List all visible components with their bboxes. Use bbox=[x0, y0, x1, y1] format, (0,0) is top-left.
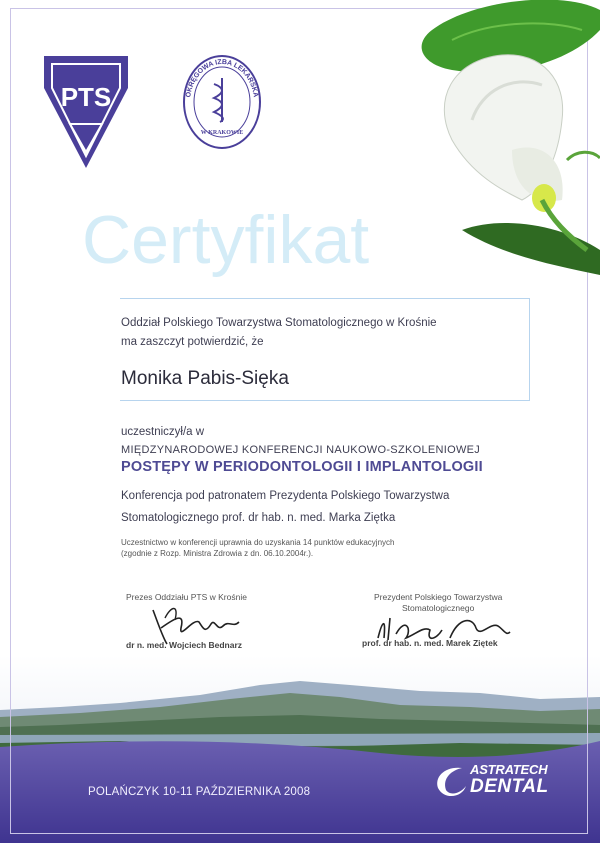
astra-tech-dental-logo bbox=[432, 756, 572, 804]
pts-logo bbox=[40, 52, 132, 172]
rule-right bbox=[529, 298, 530, 401]
conference-title: POSTĘPY W PERIODONTOLOGII I IMPLANTOLOGII bbox=[121, 459, 483, 475]
intro-line-2: ma zaszczyt potwierdzić, że bbox=[121, 336, 264, 348]
left-signer-role: Prezes Oddziału PTS w Krośnie bbox=[126, 592, 247, 602]
credits-note-line-1: Uczestnictwo w konferencji uprawnia do uzyskania 14 punktów edukacyjnych bbox=[121, 538, 395, 547]
intro-line-1: Oddział Polskiego Towarzystwa Stomatologicznego w Krośnie bbox=[121, 317, 437, 329]
sponsor-line-2: DENTAL bbox=[470, 776, 549, 797]
rule-bottom bbox=[120, 400, 530, 401]
oil-bottom-text: W KRAKOWIE bbox=[200, 130, 244, 136]
right-signer-role-line-2: Stomatologicznego bbox=[402, 603, 475, 613]
certificate-title: Certyfikat bbox=[82, 202, 370, 278]
rule-top bbox=[120, 298, 530, 299]
conference-line-1: MIĘDZYNARODOWEJ KONFERENCJI NAUKOWO-SZKOLENIOWEJ bbox=[121, 444, 481, 456]
right-signer-name: prof. dr hab. n. med. Marek Ziętek bbox=[362, 638, 498, 648]
oil-ring-text: OKRĘGOWA IZBA LEKARSKA bbox=[185, 58, 259, 98]
sponsor-line-1: ASTRATECH bbox=[470, 762, 548, 777]
recipient-name: Monika Pabis-Sięka bbox=[121, 368, 289, 389]
participated-text: uczestniczył/a w bbox=[121, 426, 205, 438]
left-signer-name: dr n. med. Wojciech Bednarz bbox=[126, 640, 243, 650]
pts-logo-text: PTS bbox=[60, 82, 112, 112]
place-and-date: POLAŃCZYK 10-11 PAŹDZIERNIKA 2008 bbox=[88, 786, 311, 798]
oil-krakow-seal bbox=[180, 52, 264, 152]
credits-note-line-2: (zgodnie z Rozp. Ministra Zdrowia z dn. 06.10.2004r.). bbox=[121, 549, 314, 558]
astra-swoosh-icon bbox=[432, 760, 472, 800]
patronage-line-2: Stomatologicznego prof. dr hab. n. med. Marka Ziętka bbox=[121, 512, 396, 524]
patronage-line-1: Konferencja pod patronatem Prezydenta Polskiego Towarzystwa bbox=[121, 490, 450, 502]
right-signer-role-line-1: Prezydent Polskiego Towarzystwa bbox=[374, 592, 503, 602]
